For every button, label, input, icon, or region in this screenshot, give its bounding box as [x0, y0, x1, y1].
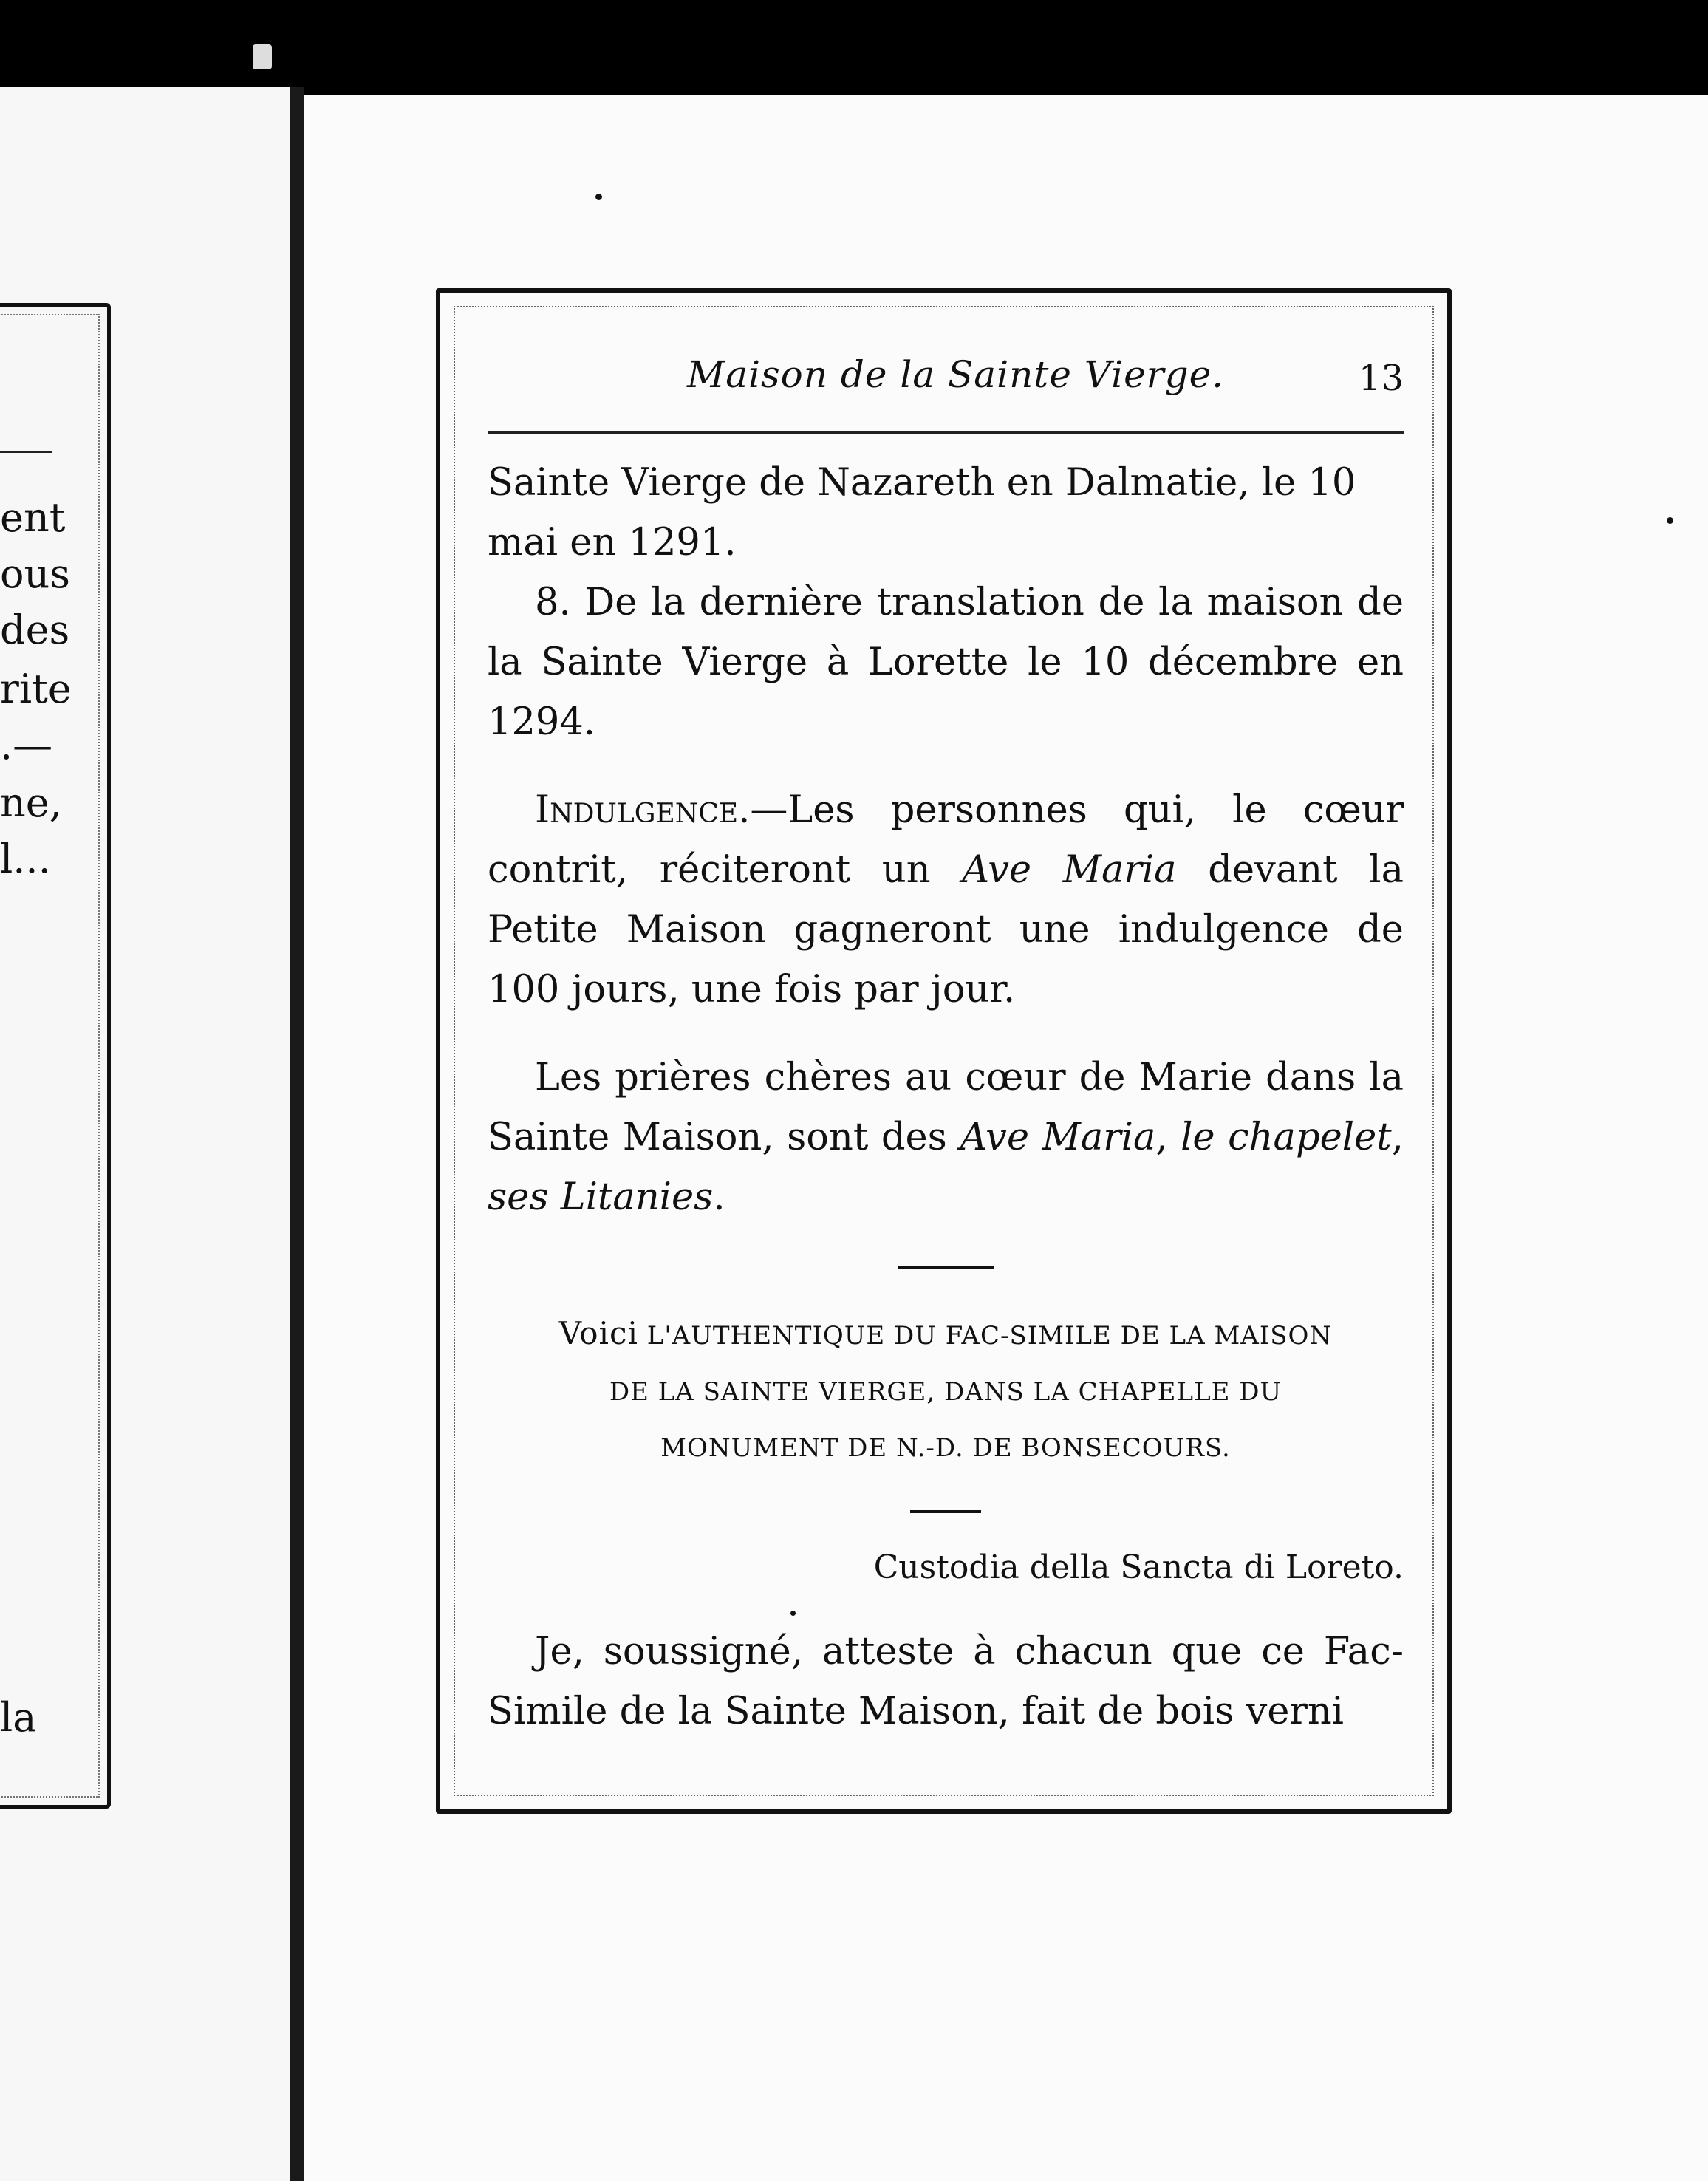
- paragraph-indulgence: [488, 780, 1404, 1020]
- text-run: .: [713, 1175, 725, 1219]
- section-separator-rule: [910, 1510, 981, 1513]
- previous-page-line-fragment: des: [0, 607, 70, 653]
- italic-phrase: Ave Maria: [960, 1116, 1156, 1159]
- previous-page-line-fragment: .—: [0, 722, 53, 768]
- paragraph-continuation: [488, 453, 1404, 573]
- previous-page-line-fragment: la: [0, 1694, 37, 1741]
- italic-phrase: ses Litanies: [488, 1175, 714, 1219]
- italic-phrase: le chapelet: [1181, 1116, 1392, 1159]
- text-run: Les prières chères au cœur de Marie dans la Sainte Maison, sont des: [488, 1056, 1404, 1159]
- notice-lead-word: Voici: [558, 1315, 638, 1351]
- notice-line: L'AUTHENTIQUE DU FAC-SIMILE DE LA MAISON: [638, 1321, 1333, 1351]
- notice-line: DE LA SAINTE VIERGE, DANS LA CHAPELLE DU: [609, 1377, 1282, 1407]
- header-rule: [488, 431, 1404, 434]
- previous-page-line-fragment: ne,: [0, 779, 62, 826]
- notice-heading: [488, 1305, 1404, 1476]
- page-content: [488, 353, 1404, 1741]
- paragraph-attestation: Je, soussigné, atteste à chacun que ce Fac-Simile de la Sainte Maison, fait de bois verni: [488, 1630, 1404, 1733]
- previous-page: [0, 87, 290, 2181]
- text-run: —Les personnes qui, le cœur contrit, réciteront un: [488, 788, 1404, 892]
- italic-phrase: Ave Maria: [962, 848, 1177, 892]
- custodia-attribution: Custodia della Sancta di Loreto.: [873, 1549, 1404, 1586]
- previous-page-line-fragment: rite: [0, 666, 72, 712]
- previous-page-line-fragment: ent: [0, 494, 66, 541]
- text-run: ,: [1391, 1116, 1404, 1159]
- paragraph-prayers: [488, 1048, 1404, 1227]
- previous-page-header-rule: [0, 451, 52, 453]
- page-number: 13: [1358, 358, 1404, 399]
- text-line: mai en 1291.: [488, 521, 737, 564]
- scan-speck: [253, 44, 272, 69]
- previous-page-line-fragment: l...: [0, 836, 51, 882]
- scan-speck: [595, 194, 602, 200]
- running-title: Maison de la Sainte Vierge.: [687, 353, 1225, 396]
- text-line: Sainte Vierge de Nazareth en Dalmatie, le 10: [488, 461, 1356, 505]
- text-run: devant la Petite Maison gagneront une indulgence de 100 jours, une fois par jour.: [488, 848, 1404, 1011]
- indulgence-heading: Indulgence.: [535, 788, 751, 832]
- section-separator-rule: [898, 1266, 994, 1269]
- running-head: [488, 353, 1404, 405]
- notice-line: MONUMENT DE N.-D. DE BONSECOURS.: [660, 1433, 1231, 1463]
- paragraph-item-8: 8. De la dernière translation de la maison de la Sainte Vierge à Lorette le 10 décembre en 1294.: [488, 581, 1404, 744]
- book-gutter: [290, 87, 304, 2181]
- scan-speck: [1667, 517, 1673, 524]
- text-run: ,: [1155, 1116, 1181, 1159]
- previous-page-line-fragment: ous: [0, 550, 71, 597]
- scan-speck: [790, 1611, 796, 1616]
